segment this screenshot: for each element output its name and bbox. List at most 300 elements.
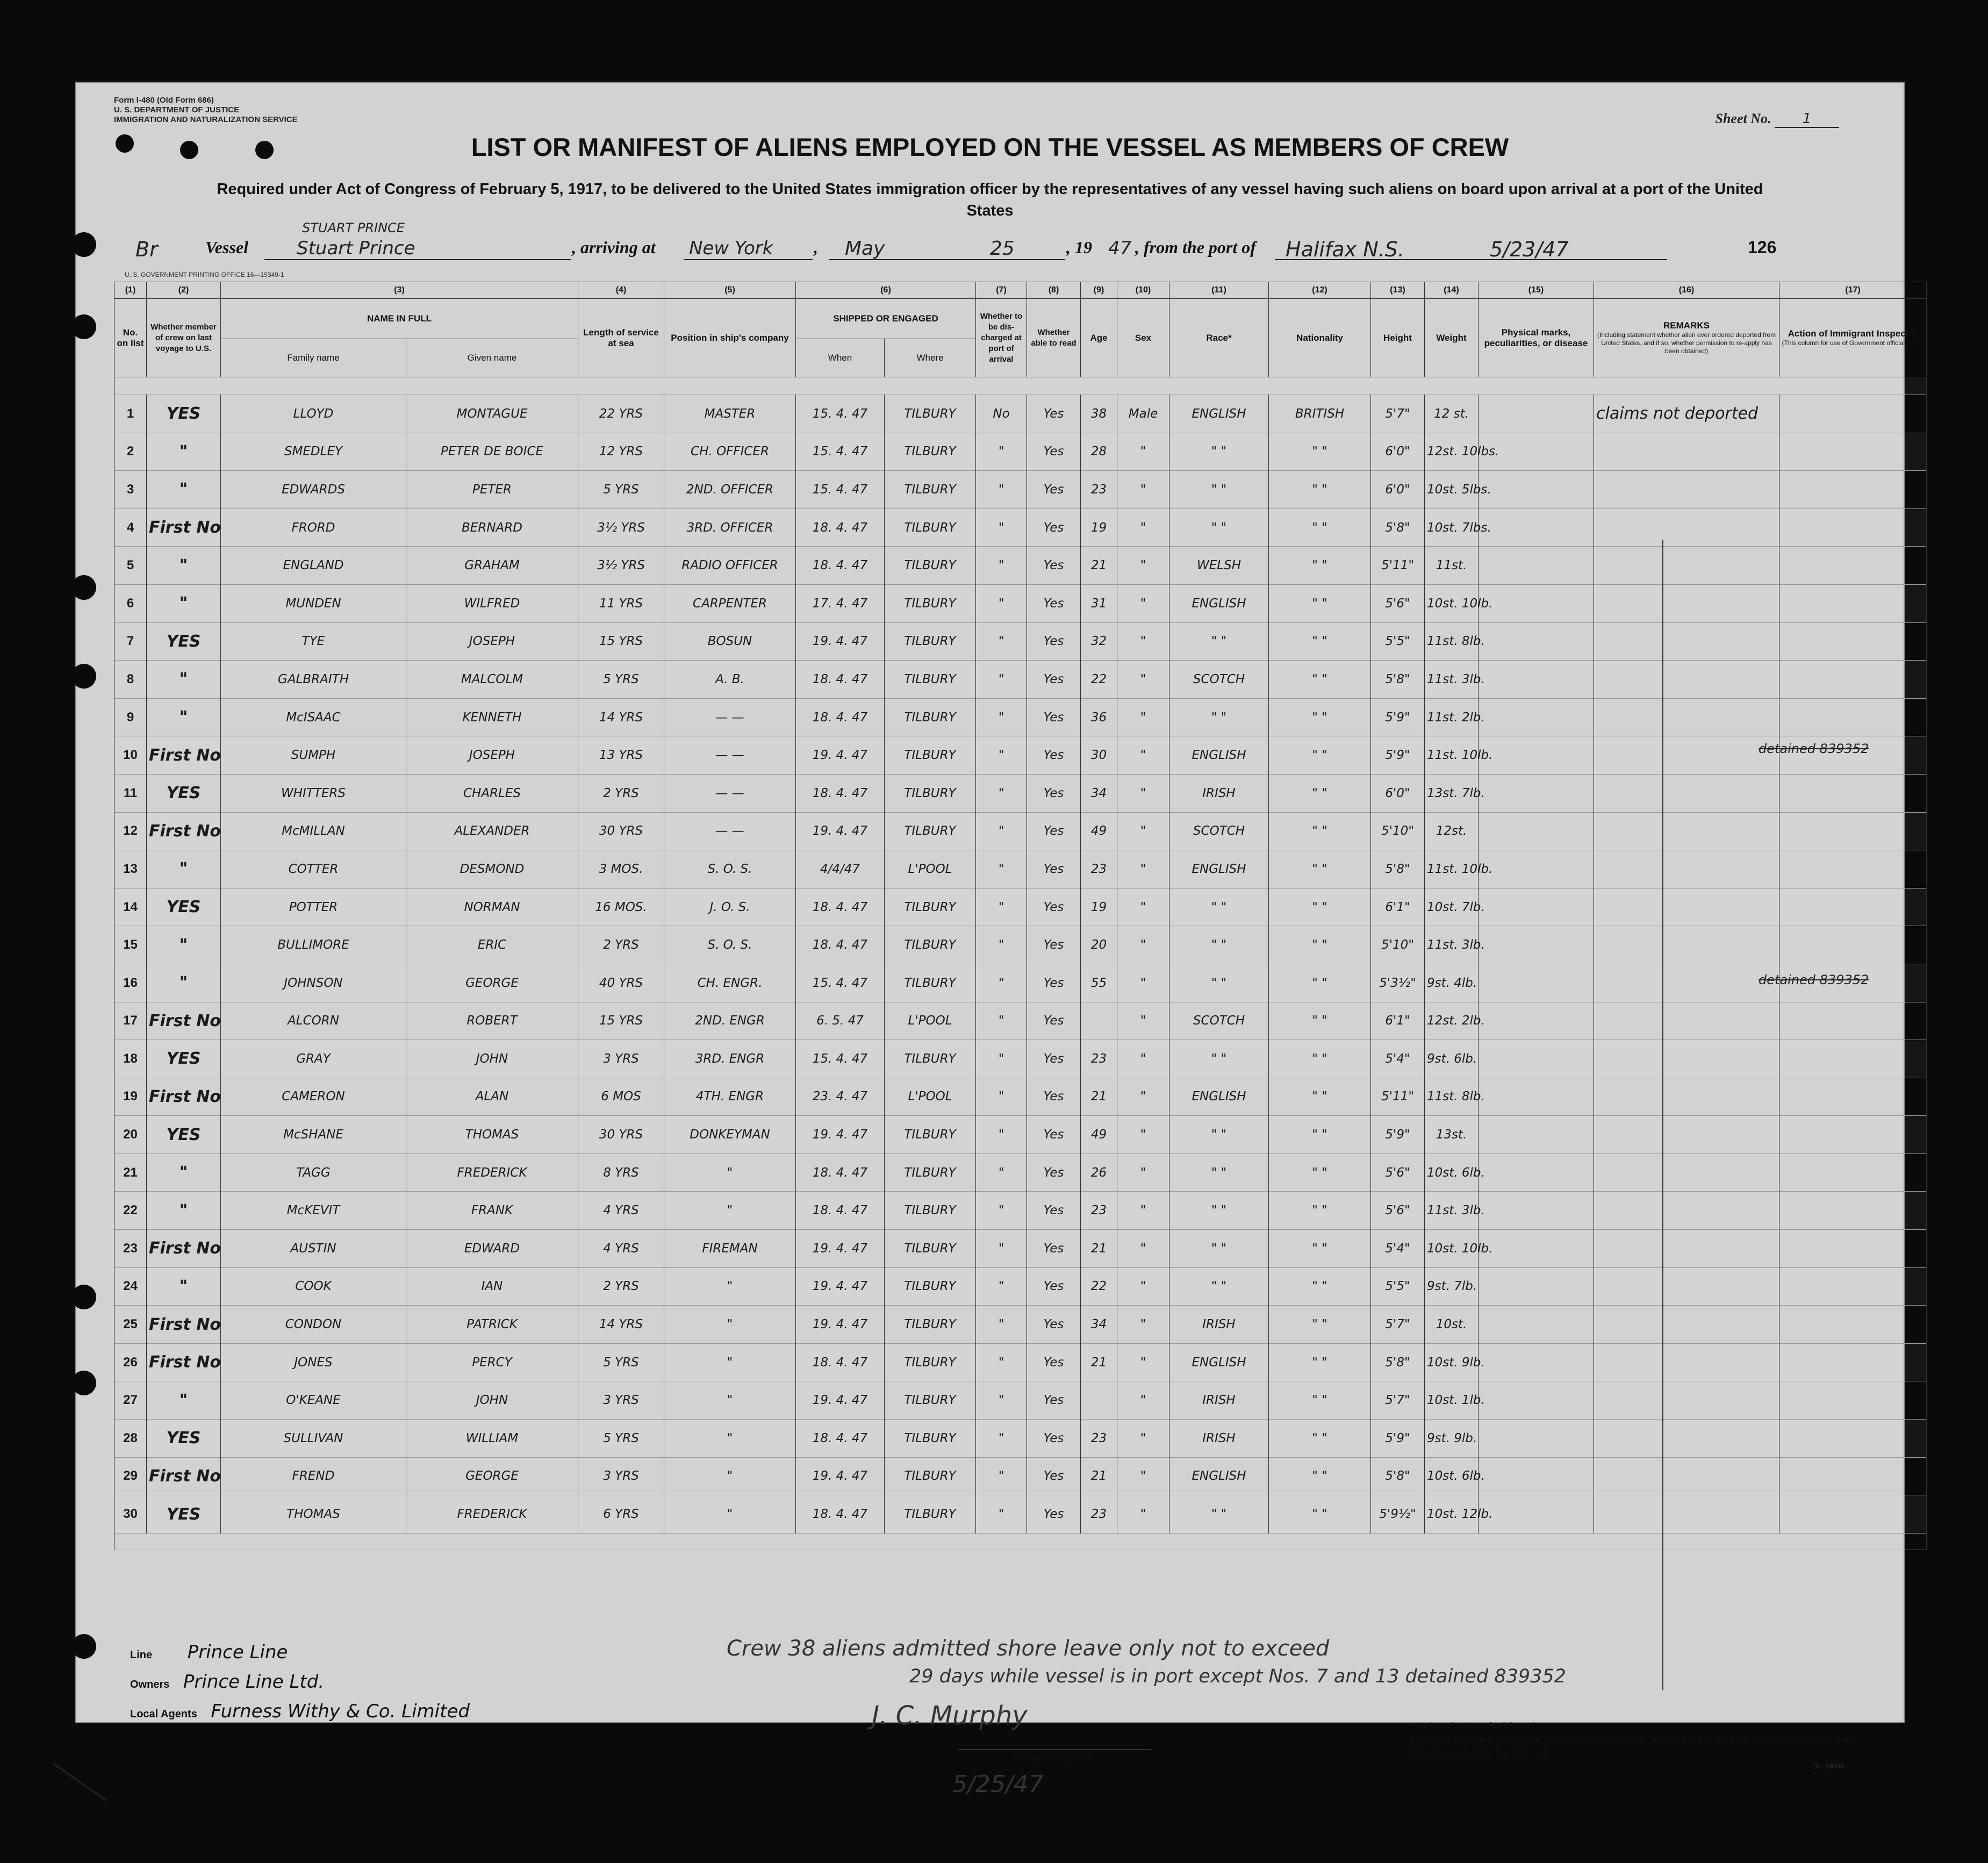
table-row [114, 471, 1927, 509]
table-row [114, 547, 1927, 585]
cell-nationality: " " [1269, 1267, 1371, 1306]
page-subtitle: Required under Act of Congress of February 5, 1917, to be delivered to the United States immigration officer by the representatives of any vessel having such aliens on board upon arrival at a port of the United States [217, 181, 1763, 219]
arriving-label: , arriving at [572, 238, 656, 257]
cell-when: 19. 4. 47 [796, 1381, 885, 1420]
cell-action [1779, 1267, 1927, 1306]
cell-family: ENGLAND [221, 547, 406, 585]
cell-family: COTTER [221, 850, 406, 888]
cell-no: 2 [114, 433, 147, 471]
cell-remarks [1594, 1116, 1779, 1154]
cell-no: 12 [114, 812, 147, 850]
table-row [114, 1153, 1927, 1192]
agents-value: Furness Withy & Co. Limited [211, 1701, 470, 1722]
cell-height: 5'9½" [1371, 1495, 1425, 1534]
cell-position: " [664, 1343, 796, 1381]
cell-where: TILBURY [885, 622, 976, 661]
cell-remarks [1594, 433, 1779, 471]
cell-action [1779, 1116, 1927, 1154]
owners-value: Prince Line Ltd. [183, 1671, 325, 1693]
cell-action [1779, 888, 1927, 926]
cell-sex: " [1117, 433, 1169, 471]
cell-service: 5 YRS [578, 661, 664, 699]
cell-weight: 10st. 6lb. [1425, 1153, 1479, 1192]
cell-family: MUNDEN [221, 584, 406, 622]
cell-remarks [1594, 471, 1779, 509]
cell-no: 8 [114, 661, 147, 699]
colnum-8: (8) [1027, 282, 1081, 299]
cell-when: 15. 4. 47 [796, 1040, 885, 1078]
cell-where: TILBURY [885, 1040, 976, 1078]
cell-family: GRAY [221, 1040, 406, 1078]
cell-marks [1479, 1078, 1594, 1116]
cell-age: 23 [1081, 1495, 1117, 1534]
cell-sex: " [1117, 661, 1169, 699]
cell-race: " " [1169, 1040, 1269, 1078]
cell-marks [1479, 1420, 1594, 1458]
cell-given: FREDERICK [406, 1495, 578, 1534]
cell-service: 3 MOS. [578, 850, 664, 888]
cell-service: 8 YRS [578, 1153, 664, 1192]
header-family-name: Family name [221, 339, 406, 377]
cell-where: TILBURY [885, 1420, 976, 1458]
cell-height: 6'0" [1371, 471, 1425, 509]
cell-action [1779, 622, 1927, 661]
table-row [114, 774, 1927, 812]
cell-given: NORMAN [406, 888, 578, 926]
cell-remarks [1594, 888, 1779, 926]
cell-remarks [1594, 622, 1779, 661]
table-row [114, 1230, 1927, 1268]
cell-service: 11 YRS [578, 584, 664, 622]
cell-where: TILBURY [885, 584, 976, 622]
table-row [114, 736, 1927, 775]
cell-no: 16 [114, 964, 147, 1002]
spacer-cell [114, 377, 1927, 395]
cell-action [1779, 508, 1927, 547]
table-row [114, 395, 1927, 433]
cell-position: J. O. S. [664, 888, 796, 926]
cell-where: TILBURY [885, 812, 976, 850]
cell-where: TILBURY [885, 774, 976, 812]
cell-nationality: " " [1269, 1002, 1371, 1040]
cell-sex: " [1117, 547, 1169, 585]
colnum-15: (15) [1479, 282, 1594, 299]
table-row [114, 508, 1927, 547]
crew-manifest-table [114, 282, 1927, 1550]
cell-family: LLOYD [221, 395, 406, 433]
cell-read: Yes [1027, 433, 1081, 471]
cell-no: 10 [114, 736, 147, 775]
cell-action [1779, 1078, 1927, 1116]
arrival-year: 47 [1108, 238, 1132, 259]
cell-discharged: " [976, 471, 1027, 509]
cell-nationality: " " [1269, 926, 1371, 964]
cell-weight: 9st. 9lb. [1425, 1420, 1479, 1458]
cell-height: 5'8" [1371, 1343, 1425, 1381]
cell-family: TYE [221, 622, 406, 661]
cell-family: McSHANE [221, 1116, 406, 1154]
cell-read: Yes [1027, 1040, 1081, 1078]
cell-remarks [1594, 1078, 1779, 1116]
cell-discharged: " [976, 1116, 1027, 1154]
cell-no: 4 [114, 508, 147, 547]
cell-family: BULLIMORE [221, 926, 406, 964]
cell-no: 18 [114, 1040, 147, 1078]
cell-height: 5'6" [1371, 1192, 1425, 1230]
header-height: Height [1371, 299, 1425, 377]
cell-family: GALBRAITH [221, 661, 406, 699]
binder-hole [71, 664, 96, 689]
cell-member: " [147, 1153, 221, 1192]
cell-race: IRISH [1169, 1420, 1269, 1458]
cell-read: Yes [1027, 1267, 1081, 1306]
cell-when: 19. 4. 47 [796, 1267, 885, 1306]
cell-weight: 10st. 7lbs. [1425, 508, 1479, 547]
cell-discharged: " [976, 1078, 1027, 1116]
colnum-4: (4) [578, 282, 664, 299]
header-able-to-read: Whether able to read [1027, 299, 1081, 377]
cell-no: 6 [114, 584, 147, 622]
cell-read: Yes [1027, 888, 1081, 926]
cell-age: 21 [1081, 547, 1117, 585]
cell-sex: " [1117, 812, 1169, 850]
cell-sex: " [1117, 850, 1169, 888]
cell-given: BERNARD [406, 508, 578, 547]
colnum-17: (17) [1779, 282, 1927, 299]
cell-height: 5'7" [1371, 395, 1425, 433]
table-row [114, 1306, 1927, 1344]
cell-marks [1479, 508, 1594, 547]
cell-read: Yes [1027, 736, 1081, 775]
cell-height: 5'7" [1371, 1306, 1425, 1344]
cell-position: " [664, 1420, 796, 1458]
cell-sex: " [1117, 774, 1169, 812]
cell-race: ENGLISH [1169, 850, 1269, 888]
cell-race: SCOTCH [1169, 1002, 1269, 1040]
cell-given: CHARLES [406, 774, 578, 812]
colnum-3: (3) [221, 282, 578, 299]
cell-member: " [147, 698, 221, 736]
from-underline [1275, 259, 1667, 260]
cell-sex: " [1117, 1192, 1169, 1230]
header-sex: Sex [1117, 299, 1169, 377]
cell-discharged: " [976, 508, 1027, 547]
cell-nationality: " " [1269, 584, 1371, 622]
inspector-label: Immigrant Inspector. [958, 1749, 1151, 1764]
cell-no: 13 [114, 850, 147, 888]
cell-age: 31 [1081, 584, 1117, 622]
table-row [114, 622, 1927, 661]
form-code: 16—19349 [1812, 1762, 1844, 1770]
line-row [130, 1642, 288, 1663]
cell-given: GEORGE [406, 1457, 578, 1495]
cell-nationality: " " [1269, 433, 1371, 471]
cell-race: ENGLISH [1169, 1457, 1269, 1495]
cell-nationality: " " [1269, 736, 1371, 775]
cell-read: Yes [1027, 1153, 1081, 1192]
cell-where: TILBURY [885, 926, 976, 964]
cell-position: — — [664, 736, 796, 775]
cell-nationality: " " [1269, 471, 1371, 509]
cell-weight: 10st. 7lb. [1425, 888, 1479, 926]
cell-given: ALAN [406, 1078, 578, 1116]
cell-weight: 12st. [1425, 812, 1479, 850]
cell-remarks [1594, 1343, 1779, 1381]
colnum-12: (12) [1269, 282, 1371, 299]
cell-family: FREND [221, 1457, 406, 1495]
cell-service: 15 YRS [578, 1002, 664, 1040]
cell-age: 19 [1081, 888, 1117, 926]
cell-nationality: " " [1269, 1230, 1371, 1268]
cell-family: POTTER [221, 888, 406, 926]
form-number: Form I-480 (Old Form 686) [114, 96, 214, 105]
sheet-number-value: 1 [1775, 111, 1839, 128]
cell-action [1779, 1495, 1927, 1534]
header-name-in-full: NAME IN FULL [221, 299, 578, 339]
cell-when: 18. 4. 47 [796, 1495, 885, 1534]
cell-marks [1479, 1002, 1594, 1040]
cell-action [1779, 1420, 1927, 1458]
cell-position: " [664, 1192, 796, 1230]
cell-member: YES [147, 1040, 221, 1078]
cell-read: Yes [1027, 1495, 1081, 1534]
cell-member: " [147, 1381, 221, 1420]
agents-label: Local Agents [130, 1708, 197, 1720]
cell-action [1779, 926, 1927, 964]
from-label: , from the port of [1135, 238, 1256, 257]
line-label: Line [130, 1649, 153, 1661]
colnum-9: (9) [1081, 282, 1117, 299]
cell-discharged: " [976, 584, 1027, 622]
cell-where: TILBURY [885, 1267, 976, 1306]
cell-weight: 12 st. [1425, 395, 1479, 433]
cell-race: " " [1169, 1495, 1269, 1534]
binder-hole [71, 1285, 96, 1309]
cell-no: 29 [114, 1457, 147, 1495]
cell-no: 28 [114, 1420, 147, 1458]
cell-height: 5'10" [1371, 926, 1425, 964]
cell-read: Yes [1027, 661, 1081, 699]
cell-sex: " [1117, 1230, 1169, 1268]
cell-when: 18. 4. 47 [796, 1153, 885, 1192]
cell-age: 21 [1081, 1457, 1117, 1495]
crew-note-line-2: 29 days while vessel is in port except Nos. 7 and 13 detained 839352 [909, 1666, 1566, 1687]
cell-service: 4 YRS [578, 1230, 664, 1268]
cell-given: DESMOND [406, 850, 578, 888]
action-row-7: detained 839352 [1759, 741, 1869, 756]
cell-position: MASTER [664, 395, 796, 433]
cell-member: First No [147, 1343, 221, 1381]
cell-where: TILBURY [885, 888, 976, 926]
cell-read: Yes [1027, 1192, 1081, 1230]
agents-row [130, 1701, 470, 1722]
cell-discharged: " [976, 1420, 1027, 1458]
stray-pen-mark [53, 1763, 107, 1801]
cell-weight: 11st. 3lb. [1425, 1192, 1479, 1230]
cell-read: Yes [1027, 622, 1081, 661]
cell-nationality: " " [1269, 661, 1371, 699]
cell-discharged: " [976, 964, 1027, 1002]
cell-read: Yes [1027, 1078, 1081, 1116]
owners-row [130, 1671, 324, 1693]
cell-discharged: " [976, 888, 1027, 926]
cell-service: 3½ YRS [578, 508, 664, 547]
departure-date: 5/23/47 [1490, 238, 1569, 261]
cell-action [1779, 395, 1927, 433]
cell-discharged: " [976, 774, 1027, 812]
cell-given: IAN [406, 1267, 578, 1306]
table-row [114, 1040, 1927, 1078]
cell-weight: 12st. 2lb. [1425, 1002, 1479, 1040]
cell-when: 18. 4. 47 [796, 547, 885, 585]
cell-nationality: " " [1269, 622, 1371, 661]
cell-sex: " [1117, 1381, 1169, 1420]
cell-age: 23 [1081, 1040, 1117, 1078]
cell-discharged: " [976, 812, 1027, 850]
cell-race: " " [1169, 508, 1269, 547]
cell-race: " " [1169, 926, 1269, 964]
cell-service: 6 MOS [578, 1078, 664, 1116]
cell-discharged: " [976, 1192, 1027, 1230]
cell-action [1779, 1153, 1927, 1192]
header-remarks [1594, 299, 1779, 377]
cell-race: ENGLISH [1169, 584, 1269, 622]
cell-family: SMEDLEY [221, 433, 406, 471]
cell-remarks [1594, 1192, 1779, 1230]
cell-sex: " [1117, 1420, 1169, 1458]
cell-where: TILBURY [885, 471, 976, 509]
cell-sex: " [1117, 964, 1169, 1002]
cell-family: WHITTERS [221, 774, 406, 812]
cell-action [1779, 1040, 1927, 1078]
cell-member: " [147, 661, 221, 699]
cell-member: First No [147, 1078, 221, 1116]
cell-member: YES [147, 1116, 221, 1154]
cell-remarks [1594, 850, 1779, 888]
action-row-13: detained 839352 [1759, 972, 1869, 987]
cell-age: 19 [1081, 508, 1117, 547]
cell-given: PATRICK [406, 1306, 578, 1344]
cell-given: JOHN [406, 1040, 578, 1078]
cell-where: TILBURY [885, 1381, 976, 1420]
cell-marks [1479, 622, 1594, 661]
cell-when: 18. 4. 47 [796, 661, 885, 699]
cell-remarks [1594, 1306, 1779, 1344]
cell-given: ALEXANDER [406, 812, 578, 850]
cell-service: 6 YRS [578, 1495, 664, 1534]
cell-read: Yes [1027, 1306, 1081, 1344]
header-shipped-engaged: SHIPPED OR ENGAGED [796, 299, 976, 339]
table-row [114, 433, 1927, 471]
footnote-penalty: NOTE.—Failure to furnish full or correct information in columns (3), (5), (6), and (7) is punishable by a fine of ten dollars for each alien. See other side. [1409, 1733, 1856, 1757]
cell-marks [1479, 850, 1594, 888]
cell-race: ENGLISH [1169, 736, 1269, 775]
colnum-10: (10) [1117, 282, 1169, 299]
cell-given: JOSEPH [406, 736, 578, 775]
cell-no: 22 [114, 1192, 147, 1230]
spacer-row [114, 377, 1927, 395]
cell-discharged: " [976, 661, 1027, 699]
cell-member: YES [147, 1420, 221, 1458]
cell-remarks [1594, 1230, 1779, 1268]
cell-read: Yes [1027, 1381, 1081, 1420]
cell-family: AUSTIN [221, 1230, 406, 1268]
cell-action [1779, 661, 1927, 699]
cell-position: " [664, 1381, 796, 1420]
cell-race: SCOTCH [1169, 812, 1269, 850]
cell-when: 15. 4. 47 [796, 395, 885, 433]
cell-nationality: BRITISH [1269, 395, 1371, 433]
cell-remarks [1594, 964, 1779, 1002]
service-name: IMMIGRATION AND NATURALIZATION SERVICE [114, 115, 298, 124]
cell-sex: " [1117, 1153, 1169, 1192]
binder-hole [71, 314, 96, 339]
cell-nationality: " " [1269, 1078, 1371, 1116]
cell-nationality: " " [1269, 1343, 1371, 1381]
cell-family: ALCORN [221, 1002, 406, 1040]
cell-sex: " [1117, 1040, 1169, 1078]
cell-race: IRISH [1169, 774, 1269, 812]
cell-position: — — [664, 774, 796, 812]
cell-read: Yes [1027, 1116, 1081, 1154]
cell-given: WILFRED [406, 584, 578, 622]
cell-discharged: " [976, 1153, 1027, 1192]
cell-when: 18. 4. 47 [796, 888, 885, 926]
from-port: Halifax N.S. [1286, 238, 1404, 261]
cell-nationality: " " [1269, 1457, 1371, 1495]
cell-member: " [147, 547, 221, 585]
table-row [114, 1116, 1927, 1154]
cell-given: JOSEPH [406, 622, 578, 661]
table-row [114, 926, 1927, 964]
binder-hole [71, 232, 96, 257]
cell-when: 18. 4. 47 [796, 698, 885, 736]
cell-age: 21 [1081, 1078, 1117, 1116]
cell-age: 28 [1081, 433, 1117, 471]
table-row [114, 1192, 1927, 1230]
cell-nationality: " " [1269, 1192, 1371, 1230]
cell-where: TILBURY [885, 698, 976, 736]
cell-weight: 11st. 2lb. [1425, 698, 1479, 736]
cell-read: Yes [1027, 812, 1081, 850]
column-number-row [114, 282, 1927, 299]
cell-race: ENGLISH [1169, 395, 1269, 433]
cell-position: " [664, 1153, 796, 1192]
cell-weight: 10st. [1425, 1306, 1479, 1344]
cell-position: FIREMAN [664, 1230, 796, 1268]
cell-height: 5'8" [1371, 661, 1425, 699]
cell-when: 19. 4. 47 [796, 1116, 885, 1154]
cell-member: YES [147, 774, 221, 812]
header-when: When [796, 339, 885, 377]
cell-marks [1479, 1040, 1594, 1078]
cell-nationality: " " [1269, 774, 1371, 812]
cell-weight: 9st. 6lb. [1425, 1040, 1479, 1078]
department-name: U. S. DEPARTMENT OF JUSTICE [114, 105, 240, 114]
cell-family: JONES [221, 1343, 406, 1381]
cell-position: — — [664, 812, 796, 850]
cell-position: 2ND. OFFICER [664, 471, 796, 509]
cell-nationality: " " [1269, 1420, 1371, 1458]
cell-action [1779, 1002, 1927, 1040]
cell-service: 3½ YRS [578, 547, 664, 585]
cell-given: EDWARD [406, 1230, 578, 1268]
cell-position: A. B. [664, 661, 796, 699]
cell-position: 2ND. ENGR [664, 1002, 796, 1040]
cell-weight: 9st. 7lb. [1425, 1267, 1479, 1306]
cell-discharged: " [976, 1343, 1027, 1381]
cell-age: 34 [1081, 1306, 1117, 1344]
